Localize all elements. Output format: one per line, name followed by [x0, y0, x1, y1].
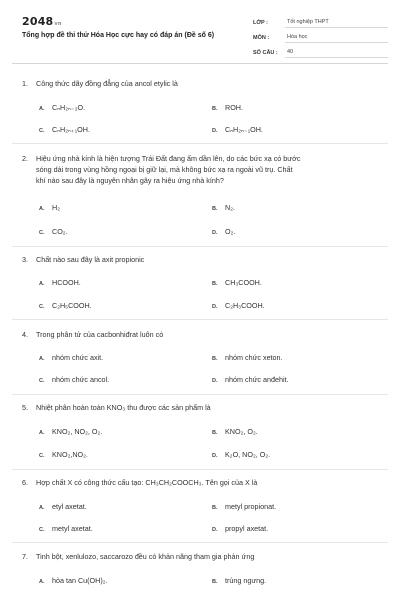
option-c[interactable] — [39, 450, 88, 461]
option-c[interactable] — [39, 227, 68, 238]
meta-row-subject — [253, 28, 388, 43]
option-text: KNO₂, NO₂, O₂. — [52, 427, 103, 436]
question-text: Công thức dãy đồng đẳng của ancol etylic là — [36, 79, 178, 88]
question-text: Chất nào sau đây là axit propionic — [36, 255, 145, 264]
option-text: metyl axetat. — [52, 524, 93, 533]
option-d[interactable] — [212, 125, 263, 136]
option-text: KNO₂,NO₂. — [52, 450, 88, 459]
option-a[interactable] — [39, 427, 102, 438]
meta-row-count — [253, 43, 388, 58]
option-text: HCOOH. — [52, 278, 81, 287]
question-text: Tinh bột, xenlulozo, saccarozo đều có khản năng tham gia phản ứng — [36, 552, 255, 561]
question-text: khí nào sau đây là nguyên nhân gây ra hiệu ứng nhà kính? — [36, 176, 224, 185]
option-a[interactable] — [39, 278, 81, 289]
option-text: nhóm chức xeton. — [225, 353, 283, 362]
question-number: 1. — [22, 79, 28, 88]
option-b[interactable] — [212, 103, 243, 114]
option-a[interactable] — [39, 353, 103, 364]
option-letter: C. — [39, 378, 45, 384]
option-text: C₂H₅COOH. — [52, 301, 92, 310]
option-letter: D. — [212, 128, 218, 134]
option-b[interactable] — [212, 353, 283, 364]
option-letter: B. — [212, 430, 218, 436]
option-letter: A. — [39, 281, 45, 287]
option-letter: A. — [39, 505, 45, 511]
option-letter: B. — [212, 106, 218, 112]
document-title: Tổng hợp đề thi thử Hóa Học cực hay có đáp án (Đề số 6) — [22, 32, 215, 39]
question-divider — [12, 246, 388, 247]
question-number: 4. — [22, 330, 28, 339]
option-letter: D. — [212, 304, 218, 310]
option-letter: C. — [39, 453, 45, 459]
option-letter: D. — [212, 527, 218, 533]
logo-text: 2048 — [22, 15, 54, 28]
option-a[interactable] — [39, 103, 85, 114]
option-letter: C. — [39, 304, 45, 310]
question-number: 7. — [22, 552, 28, 561]
option-letter: A. — [39, 206, 45, 212]
option-b[interactable] — [212, 278, 262, 289]
option-text: propyl axetat. — [225, 524, 269, 533]
option-text: CₙH₂ₙ₋₁OH. — [225, 125, 263, 134]
option-d[interactable] — [212, 450, 270, 461]
option-text: ROH. — [225, 103, 243, 112]
page-header — [0, 0, 400, 72]
option-letter: A. — [39, 430, 45, 436]
question-divider — [12, 319, 388, 320]
option-letter: D. — [212, 378, 218, 384]
option-c[interactable] — [39, 301, 92, 312]
question-number: 6. — [22, 478, 28, 487]
meta-value: Hóa học — [285, 34, 388, 43]
question-number: 5. — [22, 403, 28, 412]
option-a[interactable] — [39, 502, 87, 513]
option-b[interactable] — [212, 427, 258, 438]
question-number: 3. — [22, 255, 28, 264]
option-d[interactable] — [212, 524, 268, 535]
option-letter: D. — [212, 453, 218, 459]
meta-key: MÔN : — [253, 35, 270, 41]
option-letter: B. — [212, 505, 218, 511]
header-divider — [12, 63, 388, 64]
question-divider — [12, 394, 388, 395]
option-text: CₙH₂ₙ₊₁OH. — [52, 125, 90, 134]
option-text: N₂. — [225, 203, 235, 212]
question-number: 2. — [22, 154, 28, 163]
option-c[interactable] — [39, 125, 90, 136]
option-text: CₙH₂ₙ₋₂O. — [52, 103, 86, 112]
option-text: CO₂. — [52, 227, 68, 236]
option-letter: B. — [212, 356, 218, 362]
option-a[interactable] — [39, 203, 60, 214]
option-letter: C. — [39, 230, 45, 236]
option-text: nhóm chức axit. — [52, 353, 104, 362]
document-meta — [253, 13, 388, 58]
option-c[interactable] — [39, 524, 93, 535]
meta-key: SỐ CÂU : — [253, 50, 278, 56]
option-text: K₂O, NO₂, O₂. — [225, 450, 271, 459]
option-letter: C. — [39, 527, 45, 533]
option-letter: D. — [212, 230, 218, 236]
question-divider — [12, 542, 388, 543]
option-text: H₂ — [52, 203, 60, 212]
option-letter: B. — [212, 579, 218, 585]
option-text: nhóm chức anđehit. — [225, 375, 289, 384]
meta-row-class — [253, 13, 388, 28]
option-text: nhóm chức ancol. — [52, 375, 110, 384]
site-logo[interactable] — [22, 15, 62, 28]
option-a[interactable] — [39, 576, 108, 587]
option-d[interactable] — [212, 227, 235, 238]
option-letter: A. — [39, 356, 45, 362]
option-c[interactable] — [39, 375, 109, 386]
option-text: C₂H₃COOH. — [225, 301, 265, 310]
option-text: CH₃COOH. — [225, 278, 262, 287]
option-text: hòa tan Cu(OH)₂. — [52, 576, 108, 585]
option-text: etyl axetat. — [52, 502, 87, 511]
option-b[interactable] — [212, 502, 276, 513]
meta-value: Tốt nghiệp THPT — [285, 19, 388, 28]
option-d[interactable] — [212, 301, 265, 312]
option-d[interactable] — [212, 375, 289, 386]
question-text: Nhiệt phân hoàn toàn KNO₃ thu được các sản phẩm là — [36, 403, 211, 412]
option-text: O₂. — [225, 227, 236, 236]
option-letter: C. — [39, 128, 45, 134]
option-b[interactable] — [212, 576, 266, 587]
meta-value: 40 — [285, 49, 388, 58]
option-letter: B. — [212, 281, 218, 287]
option-b[interactable] — [212, 203, 235, 214]
question-text: Hợp chất X có công thức cấu tạo: CH₃CH₂COOCH₃. Tên gọi của X là — [36, 478, 258, 487]
option-text: metyl propionat. — [225, 502, 277, 511]
question-text: Hiệu ứng nhà kính là hiện tượng Trái Đất đang ấm dần lên, do các bức xạ có bước — [36, 154, 301, 163]
option-letter: A. — [39, 579, 45, 585]
question-divider — [12, 469, 388, 470]
meta-key: LỚP : — [253, 20, 268, 26]
question-text: Trong phân tử của cacbonhiđrat luôn có — [36, 330, 164, 339]
option-letter: B. — [212, 206, 218, 212]
question-divider — [12, 143, 388, 144]
logo-suffix: vn — [54, 21, 62, 27]
option-text: KNO₂, O₂. — [225, 427, 258, 436]
option-text: trùng ngưng. — [225, 576, 267, 585]
option-letter: A. — [39, 106, 45, 112]
question-text: sóng dài trong vùng hồng ngoại bị giữ lại, mà không bức xạ ra ngoài vũ trụ. Chất — [36, 165, 293, 174]
